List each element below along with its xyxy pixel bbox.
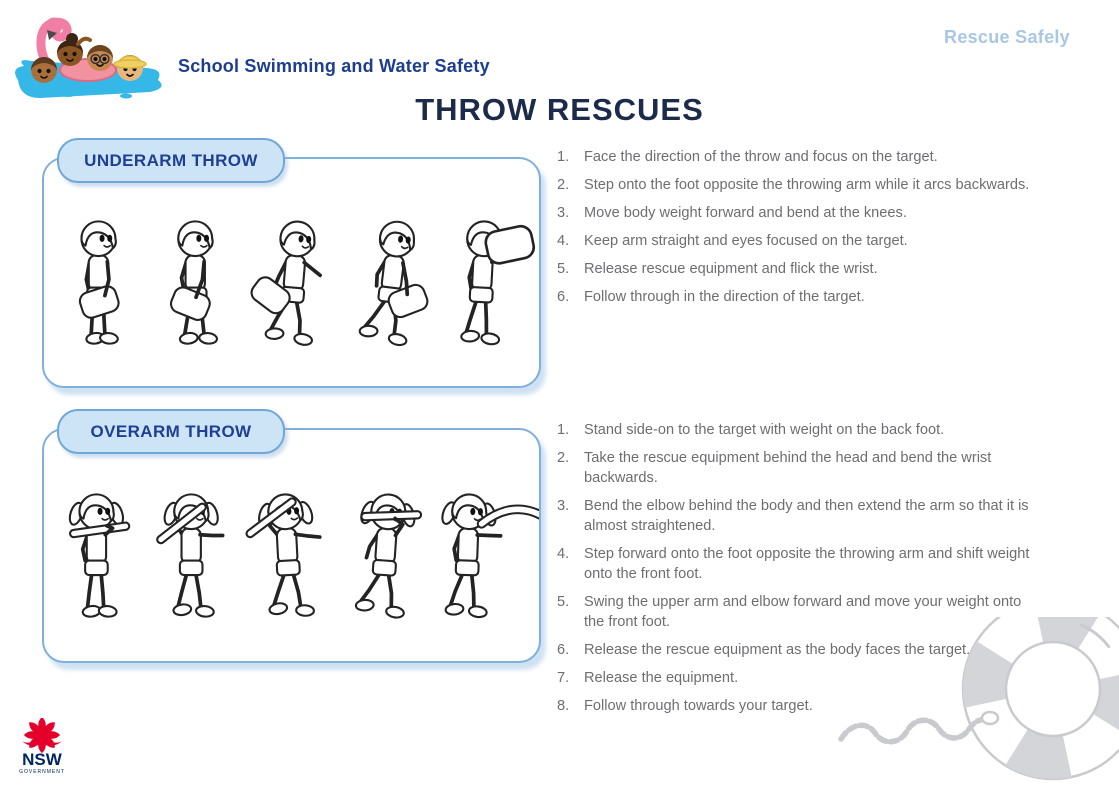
step-text: Step forward onto the foot opposite the throwing arm and shift weight onto the front foot.	[584, 546, 1030, 582]
step-number: 2.	[557, 177, 570, 193]
kid-figure	[67, 494, 129, 617]
step-text: Move body weight forward and bend at the knees.	[584, 205, 907, 221]
underarm-steps-list	[557, 147, 1043, 315]
page-tag: Rescue Safely	[944, 27, 1070, 47]
kickboard-icon	[78, 284, 121, 320]
kid-figure	[352, 493, 423, 620]
lifering-watermark-illustration	[823, 617, 1119, 787]
step-text: Face the direction of the throw and focus on the target.	[584, 149, 938, 165]
step-text: Follow through in the direction of the target.	[584, 289, 865, 305]
kid-figure	[168, 221, 217, 344]
step-item	[557, 448, 1043, 488]
step-item	[557, 544, 1043, 584]
step-text: Swing the upper arm and elbow forward and move your weight onto the front foot.	[584, 594, 1022, 630]
step-item	[557, 175, 1043, 195]
step-text: Step onto the foot opposite the throwing arm while it arcs backwards.	[584, 177, 1030, 193]
kid-figure	[156, 494, 223, 617]
step-item	[557, 259, 1043, 279]
step-number: 6.	[557, 289, 570, 305]
underarm-throw-sequence-illustration	[44, 159, 539, 386]
overarm-sequence-box	[42, 428, 541, 663]
underarm-sequence-box	[42, 157, 541, 388]
kid-head	[378, 220, 416, 259]
kid-figure	[358, 219, 440, 349]
kid-figure	[243, 493, 324, 620]
step-text: Release rescue equipment and flick the wrist.	[584, 261, 878, 277]
step-text: Keep arm straight and eyes focused on the target.	[584, 233, 908, 249]
step-text: Stand side-on to the target with weight on the back foot.	[584, 422, 945, 438]
step-text: Release the equipment.	[584, 670, 739, 686]
step-item	[557, 231, 1043, 251]
kid-figure	[244, 218, 325, 347]
step-item	[557, 420, 1043, 440]
kid-head	[82, 221, 116, 256]
overarm-throw-heading: OVERARM THROW	[57, 409, 285, 454]
page-title: THROW RESCUES	[415, 92, 704, 127]
step-number: 2.	[557, 450, 570, 466]
step-text: Release the rescue equipment as the body faces the target.	[584, 642, 971, 658]
step-number: 5.	[557, 594, 570, 610]
overarm-throw-sequence-illustration	[44, 430, 539, 661]
step-item	[557, 147, 1043, 167]
step-number: 5.	[557, 261, 570, 277]
kid-head	[279, 220, 316, 258]
kid-figure	[78, 221, 121, 344]
nsw-logo-text: NSW	[22, 750, 62, 769]
waratah-icon	[22, 718, 62, 753]
step-text: Take the rescue equipment behind the head and bend the wrist backwards.	[584, 450, 992, 486]
step-text: Follow through towards your target.	[584, 698, 813, 714]
nsw-government-logo	[14, 718, 70, 780]
step-item	[557, 287, 1043, 307]
step-number: 8.	[557, 698, 570, 714]
kids-swimming-logo-illustration	[8, 6, 170, 104]
step-number: 3.	[557, 498, 570, 514]
kid-head	[178, 221, 212, 256]
step-text: Bend the elbow behind the body and then extend the arm so that it is almost straightened.	[584, 498, 1029, 534]
step-number: 4.	[557, 233, 570, 249]
step-number: 3.	[557, 205, 570, 221]
step-number: 6.	[557, 642, 570, 658]
kid-head	[440, 493, 499, 530]
step-number: 4.	[557, 546, 570, 562]
step-number: 1.	[557, 422, 570, 438]
step-number: 1.	[557, 149, 570, 165]
step-number: 7.	[557, 670, 570, 686]
rescue-noodle-icon	[361, 511, 421, 520]
underarm-throw-heading: UNDERARM THROW	[57, 138, 285, 183]
nsw-logo-subtext: GOVERNMENT	[19, 769, 65, 775]
step-item	[557, 203, 1043, 223]
step-item	[557, 496, 1043, 536]
program-title: School Swimming and Water Safety	[178, 56, 490, 76]
